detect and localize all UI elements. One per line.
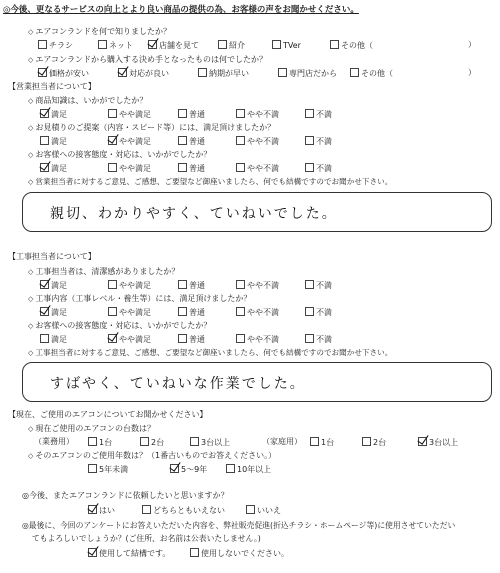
rating-dissatisfied[interactable]: 不満 [305,136,332,147]
again-yes[interactable]: はい [88,505,115,516]
rating-normal[interactable]: 普通 [178,280,205,291]
rating-somewhat-dissatisfied[interactable]: やや不満 [236,334,279,345]
rating-normal[interactable]: 普通 [178,334,205,345]
rating-normal[interactable]: 普通 [178,136,205,147]
business-3units[interactable]: 3台以上 [190,437,230,448]
rating-somewhat-satisfied[interactable]: やや満足 [108,307,151,318]
section-work-title: 【工事担当者について】 [8,252,96,261]
home-3units[interactable]: 3台以上 [418,437,458,448]
aircon-q2: ◇ そのエアコンのご使用年数は？（1番古いものでお答えください。） [28,451,277,460]
business-1unit[interactable]: 1台 [88,437,112,448]
question-decision: ◇ エアコンランドから購入する決め手となったものは何でしたか？ [28,55,267,64]
question-final-2: てもよろしいでしょうか？(ご住所、お名前は公表いたしません。) [32,534,261,543]
rating-dissatisfied[interactable]: 不満 [305,307,332,318]
rating-normal[interactable]: 普通 [178,109,205,120]
rating-somewhat-satisfied[interactable]: やや満足 [108,334,151,345]
work-q1: ◇ 工事担当者は、清潔感がありましたか？ [28,267,180,276]
again-no[interactable]: いいえ [246,505,281,516]
section-sales-title: 【営業担当者について】 [8,82,96,91]
option-delivery[interactable]: 納期が早い [198,68,249,79]
rating-normal[interactable]: 普通 [178,307,205,318]
work-q4: ◇ 工事担当者に対するご意見、ご感想、ご要望など御座いましたら、何でも結構ですのでお聞かせ下さい。 [28,348,393,357]
sales-comment-text: 親切、わかりやすく、ていねいでした。 [50,206,338,222]
work-q2: ◇ 工事内容（工事レベル・養生等）には、満足頂けましたか？ [28,294,252,303]
rating-somewhat-satisfied[interactable]: やや満足 [108,280,151,291]
option-tver[interactable]: TVer [272,40,301,51]
option-net[interactable]: ネット [98,40,133,51]
rating-somewhat-satisfied[interactable]: やや満足 [108,163,151,174]
sales-q4: ◇ 営業担当者に対するご意見、ご感想、ご要望など御座いましたら、何でも結構ですのでお聞かせ下さい。 [28,177,393,186]
survey-header: ◎今後、更なるサービスの向上とより良い商品の提供の為、お客様の声をお聞かせください。 [3,5,359,15]
rating-somewhat-dissatisfied[interactable]: やや不満 [236,280,279,291]
business-2units[interactable]: 2台 [140,437,164,448]
years-under5[interactable]: 5年未満 [88,464,128,475]
aircon-q1: ◇ 現在ご使用のエアコンの台数は？ [28,424,155,433]
final-allow[interactable]: 使用して結構です。 [88,548,170,559]
work-comment-text: すばやく、ていねいな作業でした。 [50,376,306,392]
rating-satisfied[interactable]: 満足 [40,280,67,291]
rating-somewhat-dissatisfied[interactable]: やや不満 [236,109,279,120]
option-price[interactable]: 価格が安い [38,68,89,79]
home-1unit[interactable]: 1台 [310,437,334,448]
rating-somewhat-dissatisfied[interactable]: やや不満 [236,136,279,147]
rating-somewhat-satisfied[interactable]: やや満足 [108,109,151,120]
rating-satisfied[interactable]: 満足 [40,136,67,147]
rating-satisfied[interactable]: 満足 [40,334,67,345]
rating-dissatisfied[interactable]: 不満 [305,334,332,345]
business-label: （業務用） [34,437,74,446]
option-other2[interactable]: その他（ [350,68,393,79]
rating-somewhat-dissatisfied[interactable]: やや不満 [236,307,279,318]
question-how-found: ◇ エアコンランドを何で知りましたか？ [28,27,171,36]
option-other-close: ） [468,40,476,49]
years-10plus[interactable]: 10年以上 [226,464,271,475]
option-service[interactable]: 対応が良い [118,68,169,79]
option-store[interactable]: 店舗を見て [148,40,199,51]
rating-somewhat-satisfied[interactable]: やや満足 [108,136,151,147]
sales-q2: ◇ お見積りのご提案（内容・スピード等）には、満足頂けましたか？ [28,123,276,132]
again-neither[interactable]: どちらともいえない [142,505,225,516]
home-label: （家庭用） [262,437,302,446]
option-referral[interactable]: 紹介 [218,40,245,51]
sales-q3: ◇ お客様への接客態度・対応は、いかがでしたか？ [28,150,212,159]
rating-dissatisfied[interactable]: 不満 [305,163,332,174]
work-q3: ◇ お客様への接客態度・対応は、いかがでしたか？ [28,321,212,330]
final-deny[interactable]: 使用しないでください。 [190,548,289,559]
question-final-1: ◎最後に、今回のアンケートにお答えいただいた内容を、弊社販売促進(折込チラシ・ホームページ等)に使用させていただい [22,521,456,530]
rating-normal[interactable]: 普通 [178,163,205,174]
question-again: ◎今後、またエアコンランドに依頼したいと思いますか？ [22,491,229,500]
rating-satisfied[interactable]: 満足 [40,163,67,174]
option-specialty[interactable]: 専門店だから [278,68,337,79]
rating-satisfied[interactable]: 満足 [40,109,67,120]
option-other2-close: ） [468,68,476,77]
rating-satisfied[interactable]: 満足 [40,307,67,318]
sales-q1: ◇ 商品知識は、いかがでしたか？ [28,96,148,105]
section-aircon-title: 【現在、ご使用のエアコンについてお聞かせください】 [8,410,208,419]
rating-dissatisfied[interactable]: 不満 [305,109,332,120]
home-2units[interactable]: 2台 [362,437,386,448]
years-5to9[interactable]: 5〜9年 [170,464,207,475]
rating-somewhat-dissatisfied[interactable]: やや不満 [236,163,279,174]
rating-dissatisfied[interactable]: 不満 [305,280,332,291]
option-other[interactable]: その他（ [330,40,373,51]
option-flyer[interactable]: チラシ [38,40,73,51]
